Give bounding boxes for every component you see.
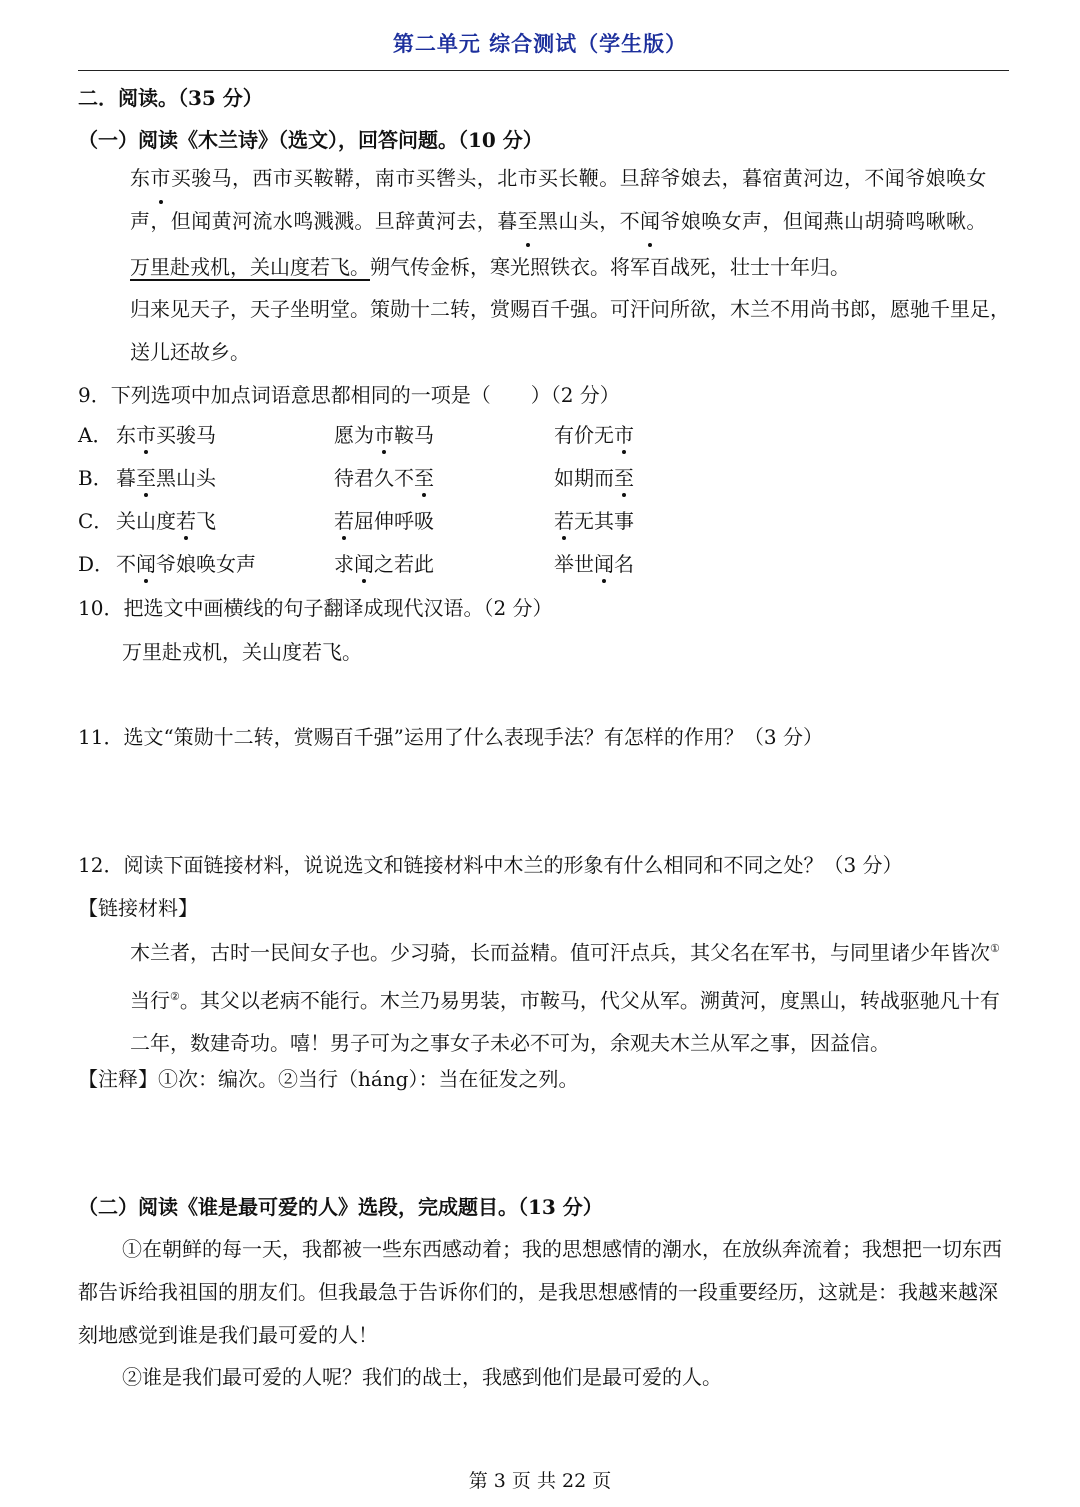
page-header-title: 第二单元 综合测试（学生版） <box>392 32 688 56</box>
text: 待君久不 <box>334 466 414 490</box>
prose-paragraph-1: ①在朝鲜的每一天，我都被一些东西感动着；我的思想感情的潮水，在放纵奔流着；我想把一切东西都告诉给我祖国的朋友们。但我最急于告诉你们的，是我思想感情的一段重要经历，这就是：我越来越深刻地感觉到谁是我们最可爱的人！ <box>78 1237 1002 1347</box>
question-12-stem: 12．阅读下面链接材料，说说选文和链接材料中木兰的形象有什么相同和不同之处？（3 分） <box>78 853 903 877</box>
poem-paragraph-2 <box>130 252 1010 282</box>
text: 不 <box>116 552 136 576</box>
text: 东 <box>116 423 136 447</box>
option-phrase <box>554 549 634 579</box>
option-phrase <box>554 420 634 450</box>
dotted-char: 市 <box>374 420 394 450</box>
footnote-mark: ① <box>990 942 1000 955</box>
poem-paragraph-3: 归来见天子，天子坐明堂。策勋十二转，赏赐百千强。可汗问所欲，木兰不用尚书郎，愿驰千里足，送儿还故乡。 <box>130 297 1010 364</box>
dotted-char: 若 <box>554 506 574 536</box>
section-title: 二．阅读。（35 分） <box>78 86 263 110</box>
option-phrase <box>334 506 434 536</box>
option-phrase <box>554 506 634 536</box>
option-phrase <box>116 506 216 536</box>
text: 飞 <box>196 509 216 533</box>
text: 当行 <box>130 988 170 1013</box>
text: 爷娘唤女声，但闻燕山胡骑鸣啾啾。 <box>660 209 987 233</box>
text: 有价无 <box>554 423 614 447</box>
link-material-text <box>130 927 1010 1056</box>
dotted-char: 闻 <box>354 549 374 579</box>
option-phrase <box>116 549 256 579</box>
dotted-char: 市 <box>150 157 170 200</box>
option-phrase <box>116 420 216 450</box>
text: 暮 <box>116 466 136 490</box>
text: 愿为 <box>334 423 374 447</box>
dotted-char: 至 <box>614 463 634 493</box>
dotted-char: 至 <box>136 463 156 493</box>
text: 。其父以老病不能行。木兰乃易男装，市鞍马，代父从军。溯黄河，度黑山，转战驱驰凡十有二年，数建奇功。嘻！男子可为之事女子未必不可为，余观夫木兰从军之事，因益信。 <box>130 988 1000 1056</box>
text: 买骏马 <box>156 423 216 447</box>
dotted-char: 闻 <box>594 549 614 579</box>
text: 名 <box>614 552 634 576</box>
text: 无其事 <box>574 509 634 533</box>
text: 举世 <box>554 552 594 576</box>
question-10-sentence: 万里赴戎机，关山度若飞。 <box>122 640 362 664</box>
option-phrase <box>116 463 216 493</box>
text: 求 <box>334 552 354 576</box>
dotted-char: 市 <box>136 420 156 450</box>
option-label: C． <box>78 509 114 533</box>
text: 如期而 <box>554 466 614 490</box>
header-divider <box>78 70 1009 71</box>
dotted-char: 若 <box>176 506 196 536</box>
dotted-char: 闻 <box>136 549 156 579</box>
text: 鞍马 <box>394 423 434 447</box>
text: 之若此 <box>374 552 434 576</box>
text: 木兰者，古时一民间女子也。少习骑，长而益精。值可汗点兵，其父名在军书，与同里诸少年皆次 <box>130 940 990 965</box>
dotted-char: 至 <box>414 463 434 493</box>
text: 东 <box>130 166 151 190</box>
dotted-char: 至 <box>518 200 538 243</box>
option-label: A． <box>78 423 113 447</box>
option-phrase <box>334 420 434 450</box>
text: 爷娘唤女声 <box>156 552 256 576</box>
footnote-mark: ② <box>170 989 180 1003</box>
part2-title: （二）阅读《谁是最可爱的人》选段，完成题目。（13 分） <box>78 1195 603 1219</box>
question-10-stem: 10．把选文中画横线的句子翻译成现代汉语。（2 分） <box>78 596 553 620</box>
part1-title: （一）阅读《木兰诗》（选文），回答问题。（10 分） <box>78 128 543 152</box>
question-9-stem: 9．下列选项中加点词语意思都相同的一项是（ ）（2 分） <box>78 383 620 407</box>
text: 黑山头 <box>156 466 216 490</box>
text: 黑山头，不 <box>538 209 641 233</box>
option-phrase <box>554 463 634 493</box>
text: 买骏马，西市买鞍鞯，南市买辔头，北市买长鞭。旦辞爷娘去，暮宿黄河边，不闻爷娘唤女声，但闻黄河流水鸣溅溅。旦辞黄河去，暮 <box>130 166 987 233</box>
dotted-char: 若 <box>334 506 354 536</box>
text: 朔气传金柝，寒光照铁衣。将军百战死，壮士十年归。 <box>370 255 850 279</box>
poem-paragraph-1 <box>130 157 1010 243</box>
text: 关山度 <box>116 509 176 533</box>
prose-paragraph-2: ②谁是我们最可爱的人呢？我们的战士，我感到他们是最可爱的人。 <box>122 1365 722 1389</box>
option-label: B． <box>78 466 113 490</box>
page-footer: 第 3 页 共 22 页 <box>468 1470 612 1492</box>
option-label: D． <box>78 552 115 576</box>
option-phrase <box>334 549 434 579</box>
text: 屈伸呼吸 <box>354 509 434 533</box>
dotted-char: 闻 <box>640 200 660 243</box>
underlined-sentence: 万里赴戎机，关山度若飞。 <box>130 255 370 279</box>
question-11-stem: 11．选文“策勋十二转，赏赐百千强”运用了什么表现手法？有怎样的作用？（3 分） <box>78 725 823 749</box>
link-material-note: 【注释】①次：编次。②当行（háng）：当在征发之列。 <box>78 1067 579 1091</box>
link-material-title: 【链接材料】 <box>78 896 198 920</box>
dotted-char: 市 <box>614 420 634 450</box>
option-phrase <box>334 463 434 493</box>
